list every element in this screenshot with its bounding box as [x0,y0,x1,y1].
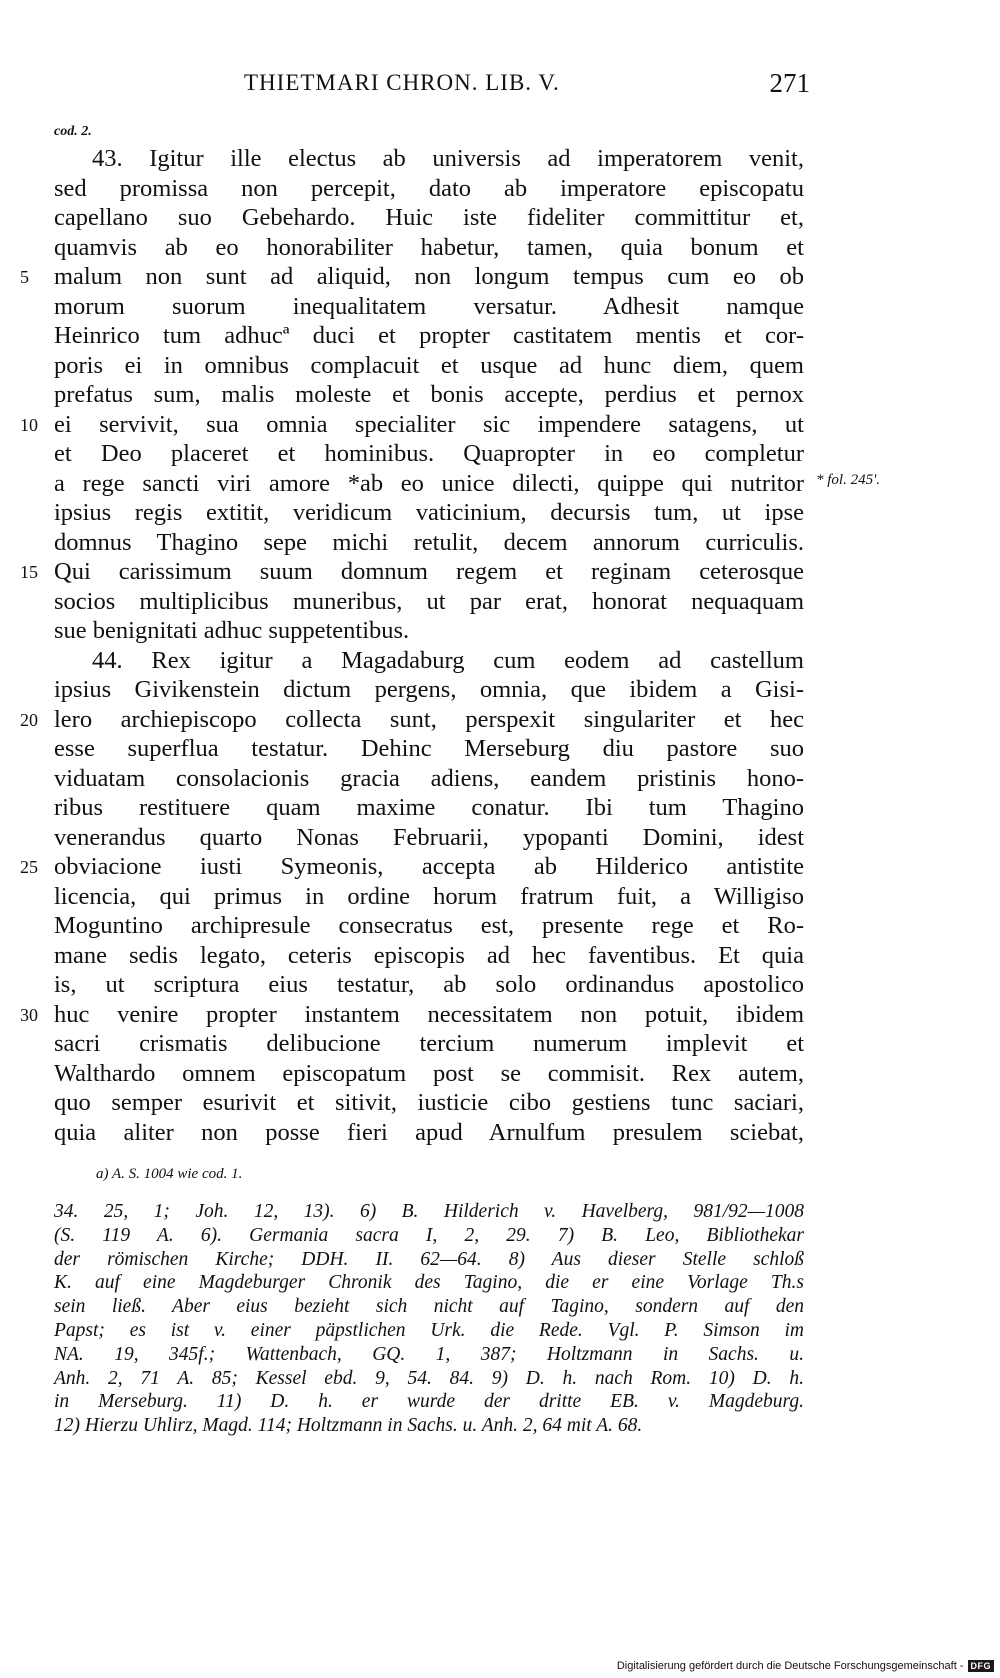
text-line [20,262,804,292]
line-text: ipsius Givikenstein dictum pergens, omnia, que ibidem a Gisi- [54,676,804,703]
footer [617,1660,994,1672]
line-text: socios multiplicibus muneribus, ut par erat, honorat nequaquam [54,587,804,615]
line-text: Heinrico tum adhucª duci et propter castitatem mentis et cor- [54,322,804,349]
line-text: lero archiepiscopo collecta sunt, perspexit singulariter et hec [54,705,804,733]
text-line [54,498,804,528]
line-text: sacri crismatis delibucione tercium numerum implevit et [54,1030,804,1057]
text-line [54,911,804,941]
line-text: obviacione iusti Symeonis, accepta ab Hilderico antistite [54,853,804,880]
text-line [54,1118,804,1148]
line-text: sue benignitati adhuc suppetentibus. [54,617,410,644]
text-line [54,646,804,676]
text-line [54,616,804,646]
line-text: domnus Thagino sepe michi retulit, decem annorum curriculis. [54,528,804,556]
line-number: 15 [20,562,38,582]
text-line [54,1088,804,1118]
text-line [54,882,804,912]
note-line: sein ließ. Aber eius bezieht sich nicht auf Tagino, sondern auf den [54,1296,804,1318]
text-line [54,970,804,1000]
dfg-logo: DFG [968,1660,995,1672]
running-header [54,70,810,102]
line-text: ipsius regis extitit, veridicum vaticinium, decursis tum, ut ipse [54,499,804,526]
text-line [20,410,804,440]
text-line [54,587,804,617]
line-text: 44. Rex igitur a Magadaburg cum eodem ad castellum [92,646,804,674]
line-text: malum non sunt ad aliquid, non longum tempus cum eo ob [54,263,804,290]
main-text [20,144,804,1147]
note-line: Papst; es ist v. einer päpstlichen Urk. die Rede. Vgl. P. Simson im [54,1319,804,1341]
line-number: 20 [20,709,38,730]
text-line [54,764,804,794]
line-text: morum suorum inequalitatem versatur. Adhesit namque [54,292,804,320]
text-line [20,852,804,882]
text-line [54,675,804,705]
text-line [20,705,804,735]
text-line [54,469,804,499]
line-text: viduatam consolacionis gracia adiens, eandem pristinis hono- [54,764,804,792]
text-line [54,351,804,381]
line-text: ei servivit, sua omnia specialiter sic impendere satagens, ut [54,410,804,438]
text-line [54,734,804,764]
text-line [54,823,804,853]
note-line: der römischen Kirche; DDH. II. 62—64. 8) Aus dieser Stelle schloß [54,1248,804,1270]
line-text: is, ut scriptura eius testatur, ab solo ordinandus apostolico [54,971,804,998]
running-title: THIETMARI CHRON. LIB. V. [244,70,560,95]
line-text: esse superflua testatur. Dehinc Merseburg diu pastore suo [54,735,804,762]
note-line: (S. 119 A. 6). Germania sacra I, 2, 29. 7) B. Leo, Bibliothekar [54,1224,804,1246]
text-line [54,793,804,823]
text-line [54,439,804,469]
folio-margin-note: * fol. 245'. [816,472,881,488]
text-line [54,528,804,558]
note-line: K. auf eine Magdeburger Chronik des Tagino, die er eine Vorlage Th.s [54,1272,804,1294]
line-text: ribus restituere quam maxime conatur. Ibi tum Thagino [54,794,804,821]
text-line [54,1029,804,1059]
line-text: sed promissa non percepit, dato ab imperatore episcopatu [54,174,804,202]
footnotes [54,1200,804,1438]
text-line [54,380,804,410]
note-line: in Merseburg. 11) D. h. er wurde der dritte EB. v. Magdeburg. [54,1391,804,1413]
line-text: quamvis ab eo honorabiliter habetur, tamen, quia bonum et [54,233,804,261]
line-text: poris ei in omnibus complacuit et usque ad hunc diem, quem [54,351,804,379]
codex-note: cod. 2. [54,124,92,139]
line-text: Moguntino archipresule consecratus est, presente rege et Ro- [54,912,804,939]
line-text: venerandus quarto Nonas Februarii, ypopanti Domini, idest [54,823,804,851]
line-text: huc venire propter instantem necessitatem non potuit, ibidem [54,1000,804,1028]
line-text: quo semper esurivit et sitivit, iusticie cibo gestiens tunc saciari, [54,1089,804,1116]
line-text: capellano suo Gebehardo. Huic iste fideliter committitur et, [54,204,804,231]
text-line [54,233,804,263]
line-number: 25 [20,857,38,877]
text-line [54,941,804,971]
text-line [54,174,804,204]
line-text: licencia, qui primus in ordine horum fratrum fuit, a Willigiso [54,882,804,910]
note-line: NA. 19, 345f.; Wattenbach, GQ. 1, 387; Holtzmann in Sachs. u. [54,1343,804,1365]
line-text: a rege sancti viri amore *ab eo unice dilecti, quippe qui nutritor [54,469,804,497]
line-text: 43. Igitur ille electus ab universis ad imperatorem venit, [92,145,804,172]
text-line [54,321,804,351]
line-text: mane sedis legato, ceteris episcopis ad hec faventibus. Et quia [54,941,804,969]
line-number: 10 [20,414,38,435]
line-number: 5 [20,267,29,287]
text-line [54,1059,804,1089]
text-line [54,144,804,174]
note-line: Anh. 2, 71 A. 85; Kessel ebd. 9, 54. 84. 9) D. h. nach Rom. 10) D. h. [54,1367,804,1389]
note-line: 34. 25, 1; Joh. 12, 13). 6) B. Hilderich v. Havelberg, 981/92—1008 [54,1201,804,1222]
line-text: Walthardo omnem episcopatum post se commisit. Rex autem, [54,1059,804,1087]
text-line [54,292,804,322]
line-text: Qui carissimum suum domnum regem et reginam ceterosque [54,558,804,585]
text-line [54,203,804,233]
text-line [20,557,804,587]
footnote-a: a) A. S. 1004 wie cod. 1. [96,1166,243,1182]
line-text: prefatus sum, malis moleste et bonis accepte, perdius et pernox [54,381,804,408]
text-line [20,1000,804,1030]
footer-text: Digitalisierung gefördert durch die Deutsche Forschungsgemeinschaft - [616,1660,964,1672]
line-number: 30 [20,1004,38,1025]
note-line: 12) Hierzu Uhlirz, Magd. 114; Holtzmann in Sachs. u. Anh. 2, 64 mit A. 68. [54,1415,643,1437]
line-text: et Deo placeret et hominibus. Quapropter in eo completur [54,440,804,467]
line-text: quia aliter non posse fieri apud Arnulfum presulem sciebat, [54,1118,804,1146]
page-number: 271 [769,68,810,98]
